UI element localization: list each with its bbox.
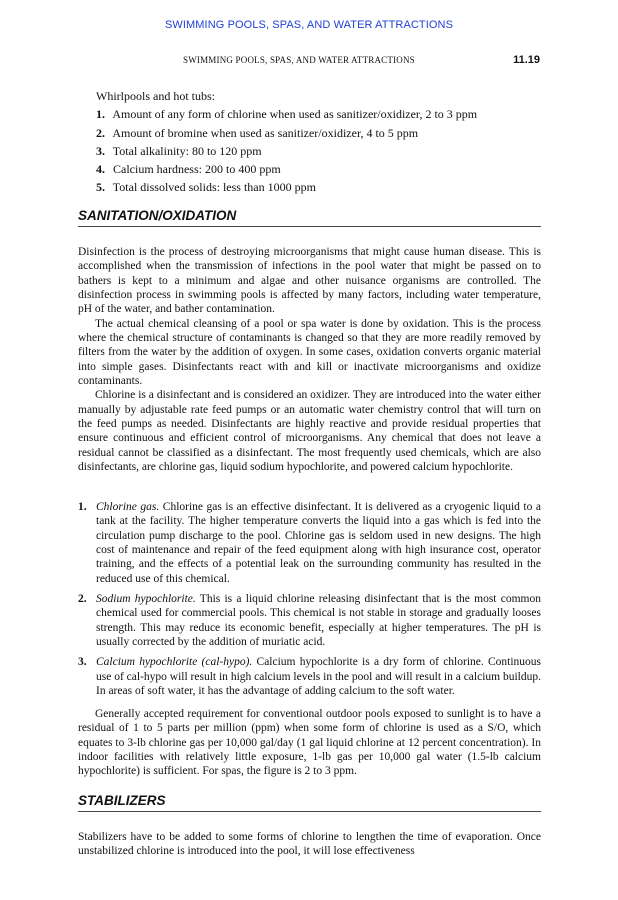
running-head-title: SWIMMING POOLS, SPAS, AND WATER ATTRACTIONS	[183, 55, 415, 65]
sanitation-heading: SANITATION/OXIDATION	[78, 208, 541, 227]
item-text: Chlorine gas is an effective disinfectant. It is delivered as a cryogenic liquid to a tank at the facility. The higher temperature converts the liquid into a gas which is fed into the circulation pump discharge to the pool. Chlorine gas is seldom used in new designs. The high cost of maintenance and repair of the feed equipment along with high insurance cost, operator training, and the effects of a potential leak on the surrounding community has resulted in the reduced use of this chemical.	[96, 501, 541, 585]
stabilizers-heading: STABILIZERS	[78, 793, 541, 812]
item-text: Amount of any form of chlorine when used as sanitizer/oxidizer, 2 to 3 ppm	[112, 107, 478, 122]
list-item	[96, 160, 546, 178]
whirlpools-heading: Whirlpools and hot tubs:	[96, 89, 215, 103]
stabilizers-body	[78, 830, 541, 859]
item-lead: Sodium hypochlorite.	[96, 593, 196, 606]
whirlpools-block	[96, 87, 546, 197]
list-item	[78, 592, 541, 649]
chlorine-forms-list	[78, 500, 541, 704]
item-number: 2.	[78, 593, 87, 606]
list-item	[96, 124, 546, 142]
item-text: Total dissolved solids: less than 1000 ppm	[112, 180, 316, 195]
list-item	[96, 178, 546, 196]
item-number: 2.	[96, 125, 105, 140]
sanitation-closing	[78, 707, 541, 779]
item-number: 5.	[96, 180, 105, 195]
paragraph: Generally accepted requirement for conventional outdoor pools exposed to sunlight is to have a residual of 1 to 5 parts per million (ppm) when some form of chlorine is used as a S/O, which equates to 3-lb chlorine gas per 10,000 gal/day (1 gal liquid chlorine at 12 percent concentration). In indoor facilities with relatively little exposure, 1-lb gas per 10,000 gal water (1.5-lb calcium hypochlorite) is sufficient. For spas, the figure is 2 to 3 ppm.	[78, 708, 541, 778]
item-lead: Chlorine gas.	[96, 501, 160, 513]
paragraph: Stabilizers have to be added to some forms of chlorine to lengthen the time of evaporation. Once unstabilized chlorine is introduced into the pool, it will lose effectiveness	[78, 831, 541, 858]
page-number: 11.19	[513, 54, 540, 66]
item-text: This is a liquid chlorine releasing disinfectant that is the most common chemical used for commercial pools. This chemical is not stable in storage and gradually looses strength. This may reduce its economic benefit, especially at higher temperatures. The pH is usually corrected by the addition of muriatic acid.	[96, 593, 541, 649]
item-number: 1.	[78, 501, 87, 513]
paragraph: The actual chemical cleansing of a pool or spa water is done by oxidation. This is the process where the chemical structure of contaminants is changed so that they are more readily removed by filters from the water by the addition of oxygen. In some cases, oxidation converts organic material into simple gases. Disinfectants react with and kill or inactivate microorganisms and oxidize contaminants.	[78, 317, 541, 388]
item-number: 3.	[78, 656, 87, 669]
sanitation-body	[78, 245, 541, 475]
item-text: Amount of bromine when used as sanitizer/oxidizer, 4 to 5 ppm	[112, 125, 419, 140]
paragraph: Chlorine is a disinfectant and is considered an oxidizer. They are introduced into the water either manually by adjustable rate feed pumps or an automatic water chemistry control that will turn on the feed pumps as needed. Disinfectants are highly reactive and provide residual properties that ensure continuous and efficient control of microorganisms. Any chemical that does not leave a residual cannot be classified as a disinfectant. The most frequently used chemicals, which are also disinfectants, are chlorine gas, liquid sodium hypochlorite, and powered calcium hypochlorite.	[78, 389, 541, 474]
item-text: Calcium hardness: 200 to 400 ppm	[113, 162, 281, 177]
item-text: Total alkalinity: 80 to 120 ppm	[112, 143, 262, 158]
item-number: 3.	[96, 143, 105, 158]
list-item	[96, 142, 546, 160]
list-item	[78, 655, 541, 698]
list-item	[96, 105, 546, 123]
list-item	[78, 500, 541, 586]
top-banner: SWIMMING POOLS, SPAS, AND WATER ATTRACTIONS	[164, 19, 454, 31]
item-text: Calcium hypochlorite is a dry form of chlorine. Continuous use of cal-hypo will result in high calcium levels in the pool and will result in a calcium buildup. In areas of soft water, it has the advantage of adding calcium to the soft water.	[96, 656, 541, 698]
item-lead: Calcium hypochlorite (cal-hypo).	[96, 656, 253, 669]
item-number: 1.	[96, 107, 105, 122]
item-number: 4.	[96, 162, 105, 177]
paragraph: Disinfection is the process of destroying microorganisms that might cause human disease. This is accomplished when the transmission of infections in the pool water that might be passed on to bathers is kept to a minimum and algae and other nuisance organisms are controlled. The disinfection process in swimming pools is affected by many factors, including water temperature, pH of the water, and bather contamination.	[78, 246, 541, 316]
